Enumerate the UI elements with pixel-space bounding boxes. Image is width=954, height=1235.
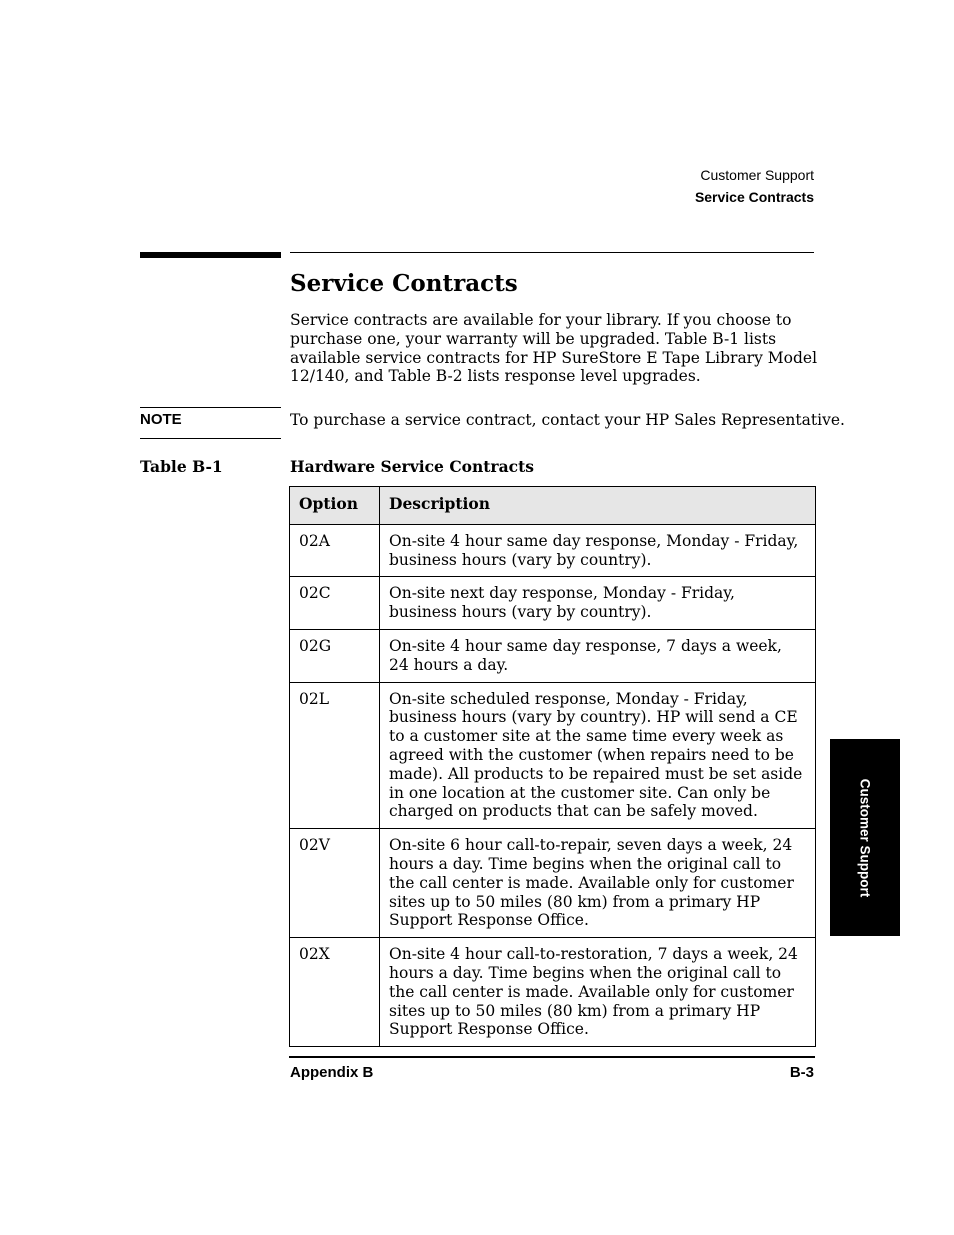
option-cell: 02A	[290, 524, 380, 577]
column-header-option: Option	[290, 487, 380, 525]
description-cell: On-site next day response, Monday - Friday, business hours (vary by country).	[380, 577, 816, 630]
table-title: Hardware Service Contracts	[290, 457, 534, 476]
description-cell: On-site 4 hour same day response, Monday - Friday, business hours (vary by country).	[380, 524, 816, 577]
option-cell: 02V	[290, 829, 380, 938]
table-row	[290, 829, 816, 938]
table-row	[290, 682, 816, 829]
section-title: Service Contracts	[290, 270, 518, 297]
running-header	[695, 166, 814, 206]
footer-page-number: B-3	[789, 1064, 814, 1081]
column-header-description: Description	[380, 487, 816, 525]
table-row	[290, 524, 816, 577]
thumb-tab-label: Customer Support	[857, 778, 873, 897]
note-rule-top	[140, 407, 281, 408]
table-row	[290, 938, 816, 1047]
thumb-tab	[830, 739, 900, 936]
footer-rule	[289, 1056, 815, 1058]
option-cell: 02C	[290, 577, 380, 630]
running-header-chapter: Customer Support	[700, 167, 814, 183]
section-rule-thin	[290, 252, 814, 253]
table-header-row	[290, 487, 816, 525]
option-cell: 02X	[290, 938, 380, 1047]
description-cell: On-site 4 hour same day response, 7 days a week, 24 hours a day.	[380, 629, 816, 682]
note-label: NOTE	[140, 411, 182, 428]
description-cell: On-site scheduled response, Monday - Friday, business hours (vary by country). HP will send a CE to a customer site at the same time every week as agreed with the customer (when repairs need to be made). All products to be repaired must be set aside in one location at the customer site. Can only be charged on products that can be safely moved.	[380, 682, 816, 829]
running-header-section: Service Contracts	[694, 189, 814, 205]
note-text: To purchase a service contract, contact your HP Sales Representative.	[290, 411, 845, 429]
description-cell: On-site 6 hour call-to-repair, seven days a week, 24 hours a day. Time begins when the original call to the call center is made. Available only for customer sites up to 50 miles (80 km) from a primary HP Support Response Office.	[380, 829, 816, 938]
footer-appendix: Appendix B	[290, 1064, 374, 1081]
section-intro: Service contracts are available for your library. If you choose to purchase one, your warranty will be upgraded. Table B-1 lists available service contracts for HP SureStore E Tape Library Model 12/140, and Table B-2 lists response level upgrades.	[290, 311, 818, 386]
table-label: Table B-1	[140, 457, 223, 476]
table-row	[290, 577, 816, 630]
option-cell: 02L	[290, 682, 380, 829]
service-contracts-table	[289, 486, 816, 1047]
option-cell: 02G	[290, 629, 380, 682]
table-row	[290, 629, 816, 682]
note-rule-bottom	[140, 438, 281, 439]
section-rule-thick	[140, 252, 281, 258]
description-cell: On-site 4 hour call-to-restoration, 7 days a week, 24 hours a day. Time begins when the original call to the call center is made. Available only for customer sites up to 50 miles (80 km) from a primary HP Support Response Office.	[380, 938, 816, 1047]
